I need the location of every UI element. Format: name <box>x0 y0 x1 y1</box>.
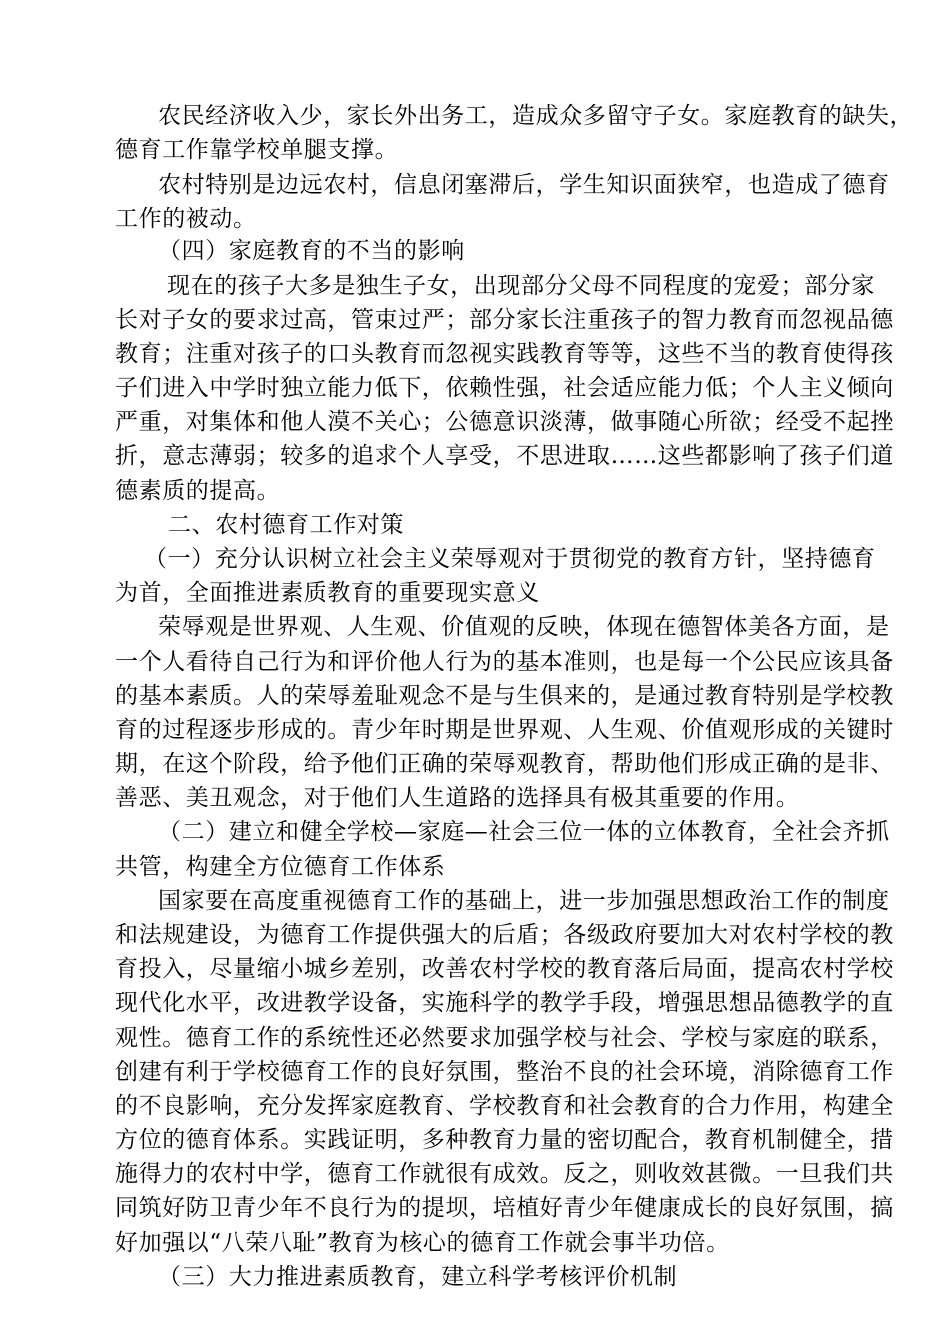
text-line: 德育工作靠学校单腿支撑。 <box>115 137 399 163</box>
text-line: 教育；注重对孩子的口头教育而忽视实践教育等等，这些不当的教育使得孩 <box>115 341 894 367</box>
section-heading: 共管，构建全方位德育工作体系 <box>115 854 446 880</box>
text-line: 现在的孩子大多是独生子女，出现部分父母不同程度的宠爱；部分家 <box>167 273 875 299</box>
section-heading: （一）充分认识树立社会主义荣辱观对于贯彻党的教育方针，坚持德育 <box>144 546 876 572</box>
section-heading: （二）建立和健全学校—家庭—社会三位一体的立体教育，全社会齐抓 <box>158 819 890 845</box>
text-line: 和法规建设，为德育工作提供强大的后盾；各级政府要加大对农村学校的教 <box>115 922 894 948</box>
section-heading: 为首，全面推进素质教育的重要现实意义 <box>115 580 540 606</box>
text-line: 工作的被动。 <box>115 206 257 232</box>
text-line: 荣辱观是世界观、人生观、价值观的反映，体现在德智体美各方面，是 <box>158 614 890 640</box>
text-line: 施得力的农村中学，德育工作就很有成效。反之，则收效甚微。一旦我们共 <box>115 1161 894 1187</box>
text-line: 现代化水平，改进教学设备，实施科学的教学手段，增强思想品德教学的直 <box>115 990 894 1016</box>
text-line: 农村特别是边远农村，信息闭塞滞后，学生知识面狭窄，也造成了德育 <box>158 172 890 198</box>
text-line: 善恶、美丑观念，对于他们人生道路的选择具有极其重要的作用。 <box>115 785 800 811</box>
text-line: 观性。德育工作的系统性还必然要求加强学校与社会、学校与家庭的联系， <box>115 1025 894 1051</box>
text-line: 子们进入中学时独立能力低下，依赖性强，社会适应能力低；个人主义倾向 <box>115 375 894 401</box>
text-line: 好加强以“八荣八耻”教育为核心的德育工作就会事半功倍。 <box>115 1230 730 1256</box>
text-line: 育的过程逐步形成的。青少年时期是世界观、人生观、价值观形成的关键时 <box>115 717 894 743</box>
text-line: 的不良影响，充分发挥家庭教育、学校教育和社会教育的合力作用，构建全 <box>115 1093 894 1119</box>
section-heading: 二、农村德育工作对策 <box>168 512 404 538</box>
text-line: 德素质的提高。 <box>115 478 281 504</box>
text-line: 期，在这个阶段，给予他们正确的荣辱观教育，帮助他们形成正确的是非、 <box>115 751 894 777</box>
text-line: 国家要在高度重视德育工作的基础上，进一步加强思想政治工作的制度 <box>158 888 890 914</box>
section-heading: （四）家庭教育的不当的影响 <box>158 238 465 264</box>
text-line: 同筑好防卫青少年不良行为的提坝，培植好青少年健康成长的良好氛围，搞 <box>115 1195 894 1221</box>
text-line: 农民经济收入少，家长外出务工，造成众多留守子女。家庭教育的缺失， <box>158 103 914 129</box>
text-line: 创建有利于学校德育工作的良好氛围，整治不良的社会环境，消除德育工作 <box>115 1059 894 1085</box>
text-line: 育投入，尽量缩小城乡差别，改善农村学校的教育落后局面，提高农村学校 <box>115 956 894 982</box>
text-line: 长对子女的要求过高，管束过严；部分家长注重孩子的智力教育而忽视品德 <box>115 307 894 333</box>
text-line: 方位的德育体系。实践证明，多种教育力量的密切配合，教育机制健全，措 <box>115 1127 894 1153</box>
text-line: 的基本素质。人的荣辱羞耻观念不是与生俱来的，是通过教育特别是学校教 <box>115 683 894 709</box>
text-line: 一个人看待自己行为和评价他人行为的基本准则，也是每一个公民应该具备 <box>115 649 894 675</box>
text-line: 折，意志薄弱；较多的追求个人享受，不思进取……这些都影响了孩子们道 <box>115 443 894 469</box>
section-heading: （三）大力推进素质教育，建立科学考核评价机制 <box>158 1264 678 1290</box>
text-line: 严重，对集体和他人漠不关心；公德意识淡薄，做事随心所欲；经受不起挫 <box>115 409 894 435</box>
